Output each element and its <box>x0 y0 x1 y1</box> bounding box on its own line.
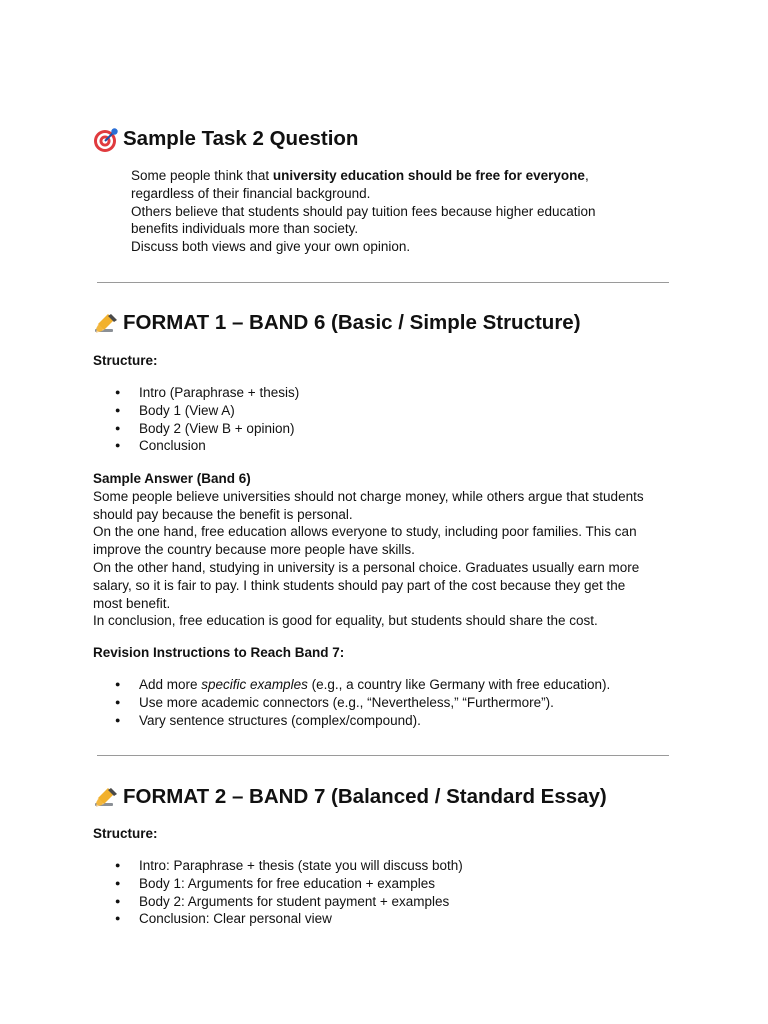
format1-sample-answer <box>93 470 683 630</box>
format2-structure-list <box>93 857 463 928</box>
list-item: ● Intro: Paraphrase + thesis (state you will discuss both) <box>93 857 463 875</box>
answer-line: should pay because the benefit is personal. <box>93 506 353 522</box>
answer-line: On the one hand, free education allows everyone to study, including poor families. This can <box>93 524 637 540</box>
list-item <box>93 676 610 694</box>
list-item: ● Intro (Paraphrase + thesis) <box>93 384 299 402</box>
answer-line: In conclusion, free education is good for equality, but students should share the cost. <box>93 613 598 629</box>
task-heading <box>93 125 358 153</box>
revision-text: (e.g., a country like Germany with free education). <box>307 677 611 692</box>
list-item: ● Body 1: Arguments for free education + examples <box>93 875 463 893</box>
format1-structure-list <box>93 384 299 455</box>
divider <box>97 282 669 283</box>
format2-heading <box>93 783 607 811</box>
list-item: ● Body 1 (View A) <box>93 402 299 420</box>
list-item: ● Body 2 (View B + opinion) <box>93 420 299 438</box>
format1-heading-text: FORMAT 1 – BAND 6 (Basic / Simple Structure) <box>123 311 581 334</box>
format1-heading <box>93 309 581 337</box>
list-item: ● Vary sentence structures (complex/compound). <box>93 712 610 730</box>
format1-structure-label: Structure: <box>93 353 158 368</box>
list-item: ● Conclusion: Clear personal view <box>93 910 463 928</box>
answer-line: Some people believe universities should not charge money, while others argue that students <box>93 488 644 504</box>
writing-hand-icon <box>93 311 123 337</box>
question-line: benefits individuals more than society. <box>131 221 359 237</box>
revision-emphasis: specific examples <box>201 677 308 692</box>
answer-line: improve the country because more people have skills. <box>93 542 415 558</box>
list-item: ● Use more academic connectors (e.g., “Nevertheless,” “Furthermore”). <box>93 694 610 712</box>
question-text: Some people think that <box>131 168 273 183</box>
list-item: ● Body 2: Arguments for student payment + examples <box>93 893 463 911</box>
format1-revision-label: Revision Instructions to Reach Band 7: <box>93 645 345 660</box>
task-question <box>131 167 691 256</box>
question-text: , <box>584 168 589 183</box>
format2-structure-label: Structure: <box>93 826 158 841</box>
answer-line: On the other hand, studying in university is a personal choice. Graduates usually earn more <box>93 559 640 575</box>
format2-heading-text: FORMAT 2 – BAND 7 (Balanced / Standard Essay) <box>123 785 607 808</box>
writing-hand-icon <box>93 785 123 811</box>
format1-revision-list <box>93 676 610 729</box>
revision-text: Add more <box>139 677 202 692</box>
answer-line: salary, so it is fair to pay. I think students should pay part of the cost because they get the <box>93 577 626 593</box>
list-item: ● Conclusion <box>93 437 299 455</box>
task-heading-text: Sample Task 2 Question <box>123 127 359 150</box>
target-icon <box>93 127 123 153</box>
question-line: Discuss both views and give your own opinion. <box>131 239 411 255</box>
answer-line: most benefit. <box>93 595 171 611</box>
divider <box>97 755 669 756</box>
answer-title: Sample Answer (Band 6) <box>93 471 251 486</box>
question-line: Others believe that students should pay tuition fees because higher education <box>131 203 596 219</box>
question-line: regardless of their financial background. <box>131 185 371 201</box>
question-line <box>131 167 691 185</box>
question-emphasis: university education should be free for everyone <box>272 168 585 183</box>
